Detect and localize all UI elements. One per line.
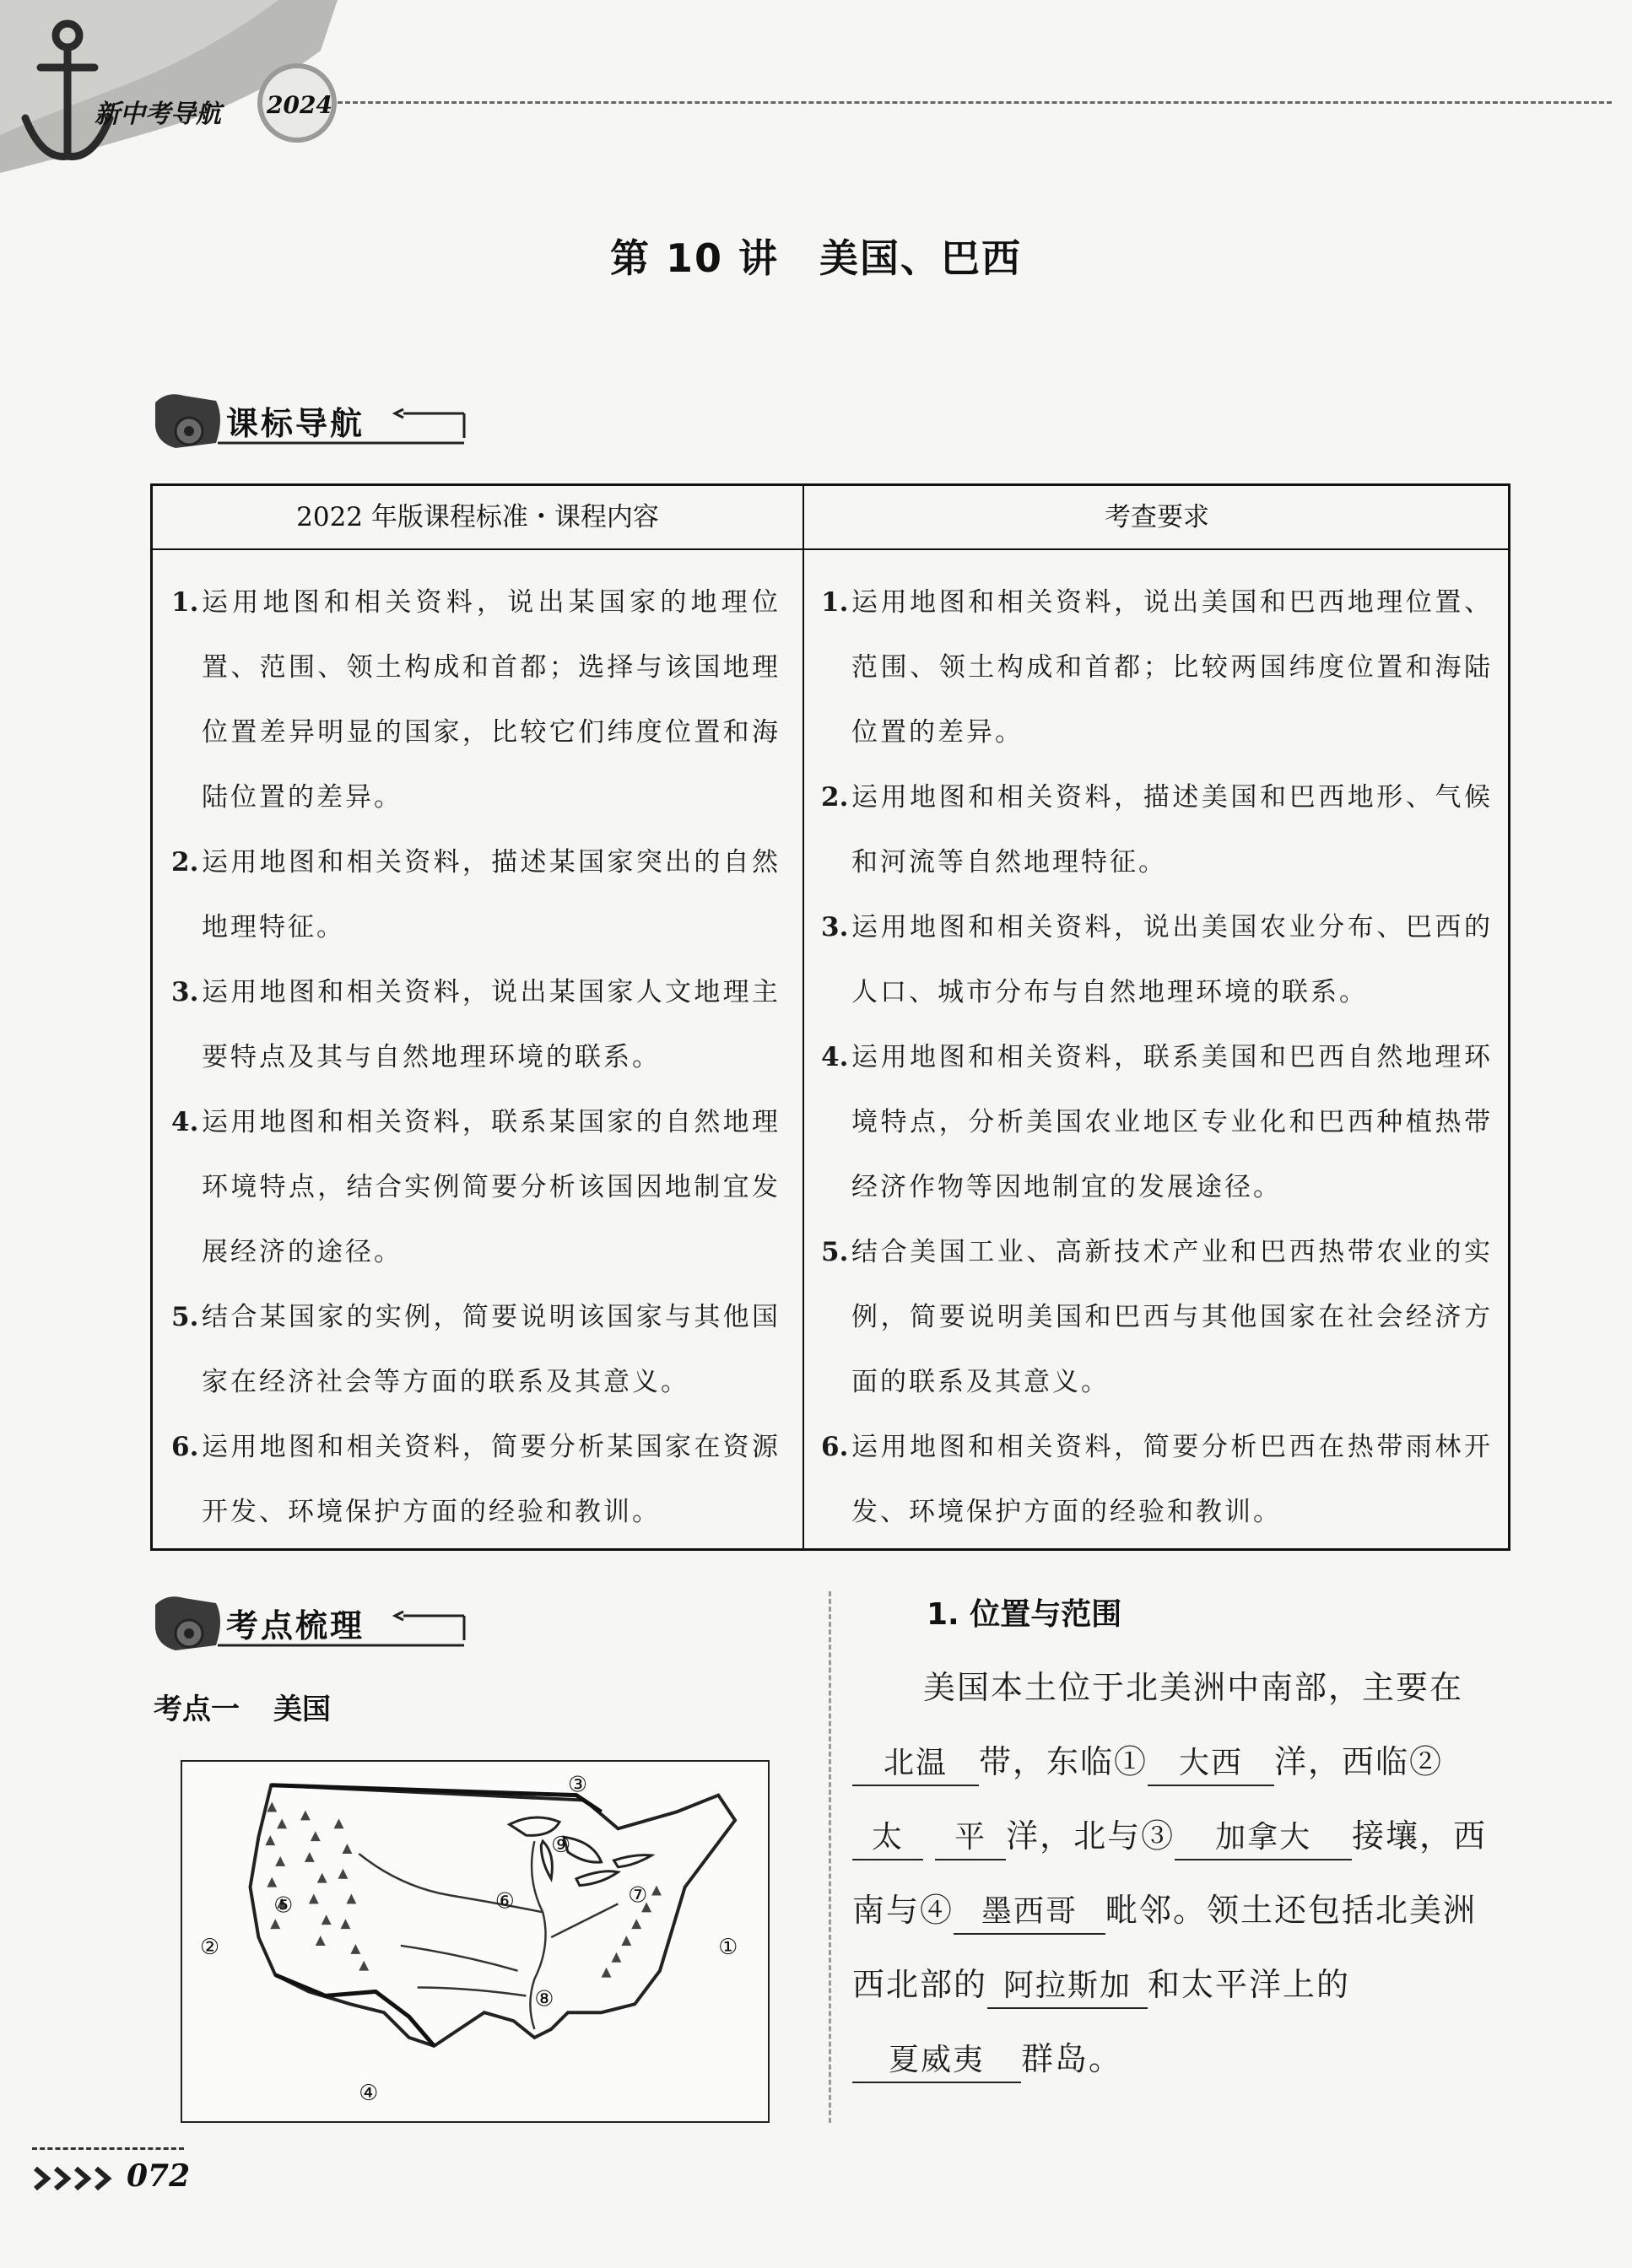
- topic-one-label: 考点一: [154, 1693, 240, 1726]
- location-fill-in-paragraph: 美国本土位于北美洲中南部，主要在 北温 带，东临① 大西 洋，西临②太 平 洋，北与③ 加拿大 接壤，西南与④ 墨西哥 毗邻。领土还包括北美洲西北部的 阿拉斯加 和太平洋上的夏威夷 群岛。: [852, 1650, 1510, 2096]
- location-heading: 1. 位置与范围: [927, 1597, 1122, 1632]
- answer-blank: 大西: [1148, 1742, 1274, 1786]
- table-header-standards: 2022 年版课程标准・课程内容: [296, 502, 659, 532]
- map-marker-9: ⑨: [551, 1832, 571, 1858]
- mountain-symbols-west: [265, 1802, 369, 1971]
- answer-blank: 平: [935, 1817, 1006, 1860]
- map-marker-5: ⑤: [273, 1893, 294, 1919]
- answer-blank: 加拿大: [1175, 1817, 1352, 1860]
- map-marker-4: ④: [359, 2081, 379, 2107]
- standard-item: 4. 运用地图和相关资料，联系某国家的自然地理环境特点，结合实例简要分析该国因地制宜发展经济的途径。: [171, 1107, 781, 1267]
- answer-blank: 夏威夷: [852, 2039, 1021, 2083]
- standard-item: 6. 运用地图和相关资料，简要分析某国家在资源开发、环境保护方面的经验和教训。: [171, 1432, 781, 1527]
- standard-item: 1. 运用地图和相关资料，说出某国家的地理位置、范围、领土构成和首都；选择与该国地理位置差异明显的国家，比较它们纬度位置和海陆位置的差异。: [171, 587, 781, 813]
- header-anchor-decoration: [0, 0, 354, 177]
- topic-one-heading: [154, 1686, 331, 1727]
- requirement-item: 6. 运用地图和相关资料，简要分析巴西在热带雨林开发、环境保护方面的经验和教训。: [821, 1432, 1493, 1527]
- us-border-outline: [251, 1785, 736, 2046]
- requirements-column: [821, 570, 1493, 1545]
- standards-column: [171, 570, 781, 1545]
- standard-item: 5. 结合某国家的实例，简要说明该国家与其他国家在经济社会等方面的联系及其意义。: [171, 1302, 781, 1397]
- answer-blank: 太: [852, 1817, 923, 1860]
- requirement-item: 5. 结合美国工业、高新技术产业和巴西热带农业的实例，简要说明美国和巴西与其他国家在社会经济方面的联系及其意义。: [821, 1237, 1493, 1397]
- requirement-item: 2. 运用地图和相关资料，描述美国和巴西地形、气候和河流等自然地理特征。: [821, 782, 1493, 878]
- map-marker-2: ②: [200, 1934, 220, 1960]
- map-marker-6: ⑥: [494, 1888, 515, 1914]
- page-number: 072: [127, 2158, 191, 2194]
- answer-blank: 阿拉斯加: [987, 1965, 1148, 2009]
- chevron-right-icon: [32, 2162, 125, 2195]
- standard-item: 2. 运用地图和相关资料，描述某国家突出的自然地理特征。: [171, 847, 781, 942]
- header-dashed-rule: [338, 101, 1612, 104]
- footer-dashed-rule: [32, 2147, 184, 2150]
- table-column-divider: [802, 486, 804, 1548]
- series-name: 新中考导航: [95, 100, 221, 129]
- map-marker-7: ⑦: [628, 1882, 648, 1909]
- standards-table: [150, 483, 1510, 1551]
- us-outline-map: [181, 1760, 770, 2123]
- lesson-title: 第 10 讲 美国、巴西: [609, 235, 1023, 281]
- table-header-divider: [153, 548, 1508, 550]
- map-marker-8: ⑧: [534, 1986, 554, 2012]
- section-title-curriculum: 课标导航: [226, 405, 365, 442]
- section-banner-curriculum: [150, 384, 488, 460]
- map-marker-1: ①: [718, 1934, 738, 1960]
- table-header-requirements: 考查要求: [1105, 502, 1209, 532]
- great-lakes: [510, 1817, 651, 1886]
- requirement-item: 4. 运用地图和相关资料，联系美国和巴西自然地理环境特点，分析美国农业地区专业化和巴西种植热带经济作物等因地制宜的发展途径。: [821, 1042, 1493, 1202]
- series-year: 2024: [267, 91, 332, 119]
- mexico-border: [275, 1975, 434, 2046]
- map-marker-3: ③: [567, 1772, 588, 1798]
- requirement-item: 3. 运用地图和相关资料，说出美国农业分布、巴西的人口、城市分布与自然地理环境的联系。: [821, 912, 1493, 1007]
- section-title-key-points: 考点梳理: [226, 1607, 365, 1644]
- topic-one-name: 美国: [273, 1693, 331, 1726]
- answer-blank: 北温: [852, 1742, 979, 1786]
- rivers: [359, 1841, 618, 2029]
- column-divider: [829, 1591, 831, 2123]
- requirement-item: 1. 运用地图和相关资料，说出美国和巴西地理位置、范围、领土构成和首都；比较两国纬度位置和海陆位置的差异。: [821, 587, 1493, 748]
- answer-blank: 墨西哥: [954, 1891, 1105, 1935]
- section-banner-key-points: [150, 1586, 488, 1662]
- standard-item: 3. 运用地图和相关资料，说出某国家人文地理主要特点及其与自然地理环境的联系。: [171, 977, 781, 1072]
